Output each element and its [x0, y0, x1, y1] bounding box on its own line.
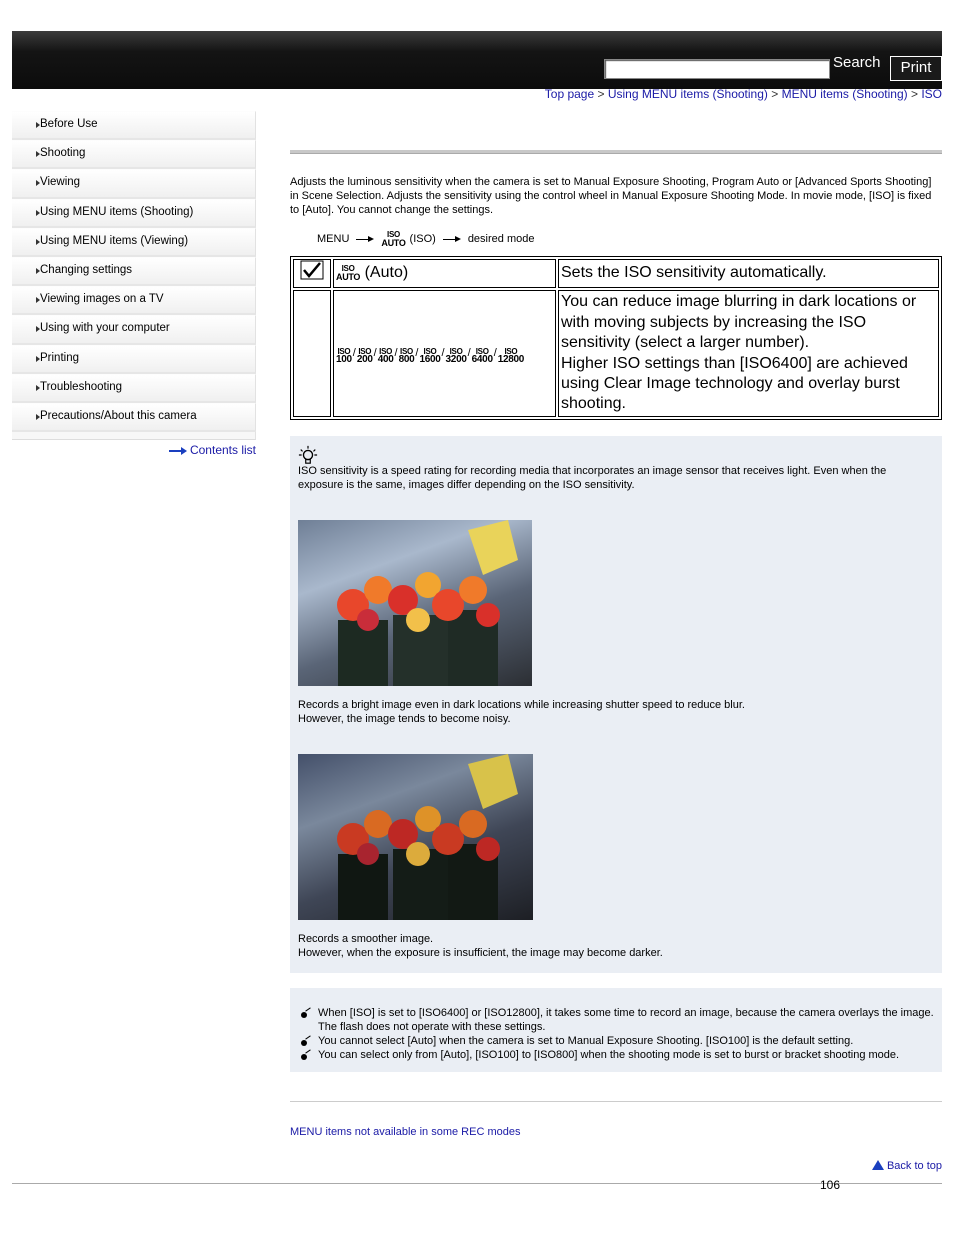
list-item: You cannot select [Auto] when the camera is set to Manual Exposure Shooting. [ISO100] is the default setting.: [298, 1034, 940, 1048]
breadcrumb-iso[interactable]: ISO: [921, 87, 942, 101]
top-header-bar: [12, 31, 942, 89]
hint-box: [290, 436, 942, 973]
list-item: When [ISO] is set to [ISO6400] or [ISO12800], it takes some time to record an image, because the camera overlays the image. The flash does not operate with these settings.: [298, 1006, 940, 1034]
option-auto-label: (Auto): [364, 264, 409, 282]
iso-12800-icon: ISO 12800: [497, 346, 525, 365]
breadcrumb-using-menu-shooting[interactable]: Using MENU items (Shooting): [607, 87, 768, 101]
iso-values-icons: ISO 100 / ISO 200 / ISO 400 / ISO 800 / ISO 1600 / ISO 3200 / ISO 6400 / ISO 12800: [336, 346, 525, 365]
sidebar-item-label: Precautions/About this camera: [40, 409, 197, 422]
breadcrumb-menu-items-shooting[interactable]: MENU items (Shooting): [781, 87, 908, 101]
sidebar-item-label: Shooting: [40, 147, 86, 160]
breadcrumb: [545, 87, 942, 101]
photo-caption-bright: [298, 698, 934, 726]
option-auto-cell: [333, 259, 556, 288]
sidebar-item-label: Viewing images on a TV: [40, 293, 164, 306]
sidebar-item-label: Troubleshooting: [40, 380, 123, 393]
sidebar-item-label: Viewing: [40, 176, 81, 189]
desc-line: Higher ISO settings than [ISO6400] are achieved using Clear Image technology and overlay burst shooting.: [561, 354, 908, 413]
menu-path-iso: (ISO): [409, 233, 436, 245]
iso-200-icon: ISO 200: [356, 346, 373, 365]
selected-check-cell: [293, 259, 331, 288]
sidebar-item-label: Using MENU items (Shooting): [40, 205, 194, 218]
option-auto-desc: Sets the ISO sensitivity automatically.: [558, 259, 939, 288]
sidebar-item-troubleshooting[interactable]: [12, 374, 256, 403]
list-item: You can select only from [Auto], [ISO100] to [ISO800] when the shooting mode is set to burst or bracket shooting mode.: [298, 1048, 940, 1062]
menu-path: [317, 228, 942, 250]
sidebar-item-printing[interactable]: [12, 345, 256, 374]
sidebar-item-using-menu-viewing[interactable]: [12, 228, 256, 257]
table-row: [293, 259, 939, 288]
iso-options-table: [290, 256, 942, 420]
sidebar-nav: [12, 111, 256, 457]
caption-line: Records a bright image even in dark locations while increasing shutter speed to reduce blur.: [298, 699, 745, 711]
sidebar-item-computer[interactable]: [12, 315, 256, 344]
iso-auto-icon: ISO AUTO: [336, 264, 361, 283]
flowers-image: [298, 520, 532, 686]
flowers-photo-smooth: [298, 754, 533, 920]
sidebar-item-label: Using with your computer: [40, 322, 170, 335]
caption-line: Records a smoother image.: [298, 933, 434, 945]
sidebar-item-label: Changing settings: [40, 263, 133, 276]
desc-line: You can reduce image blurring in dark locations or with moving subjects by increasing the ISO sensitivity (select a larger number).: [561, 293, 917, 352]
related-link-rec-modes[interactable]: MENU items not available in some REC modes: [290, 1126, 521, 1138]
lightbulb-hint-icon: [298, 444, 318, 466]
flowers-photo-bright: [298, 520, 532, 686]
back-to-top-link[interactable]: [872, 1160, 942, 1172]
sidebar-item-changing-settings[interactable]: [12, 257, 256, 286]
menu-path-end: desired mode: [467, 233, 535, 245]
option-iso-values-desc: [558, 290, 939, 417]
menu-path-menu: MENU: [317, 233, 350, 245]
page-number: 106: [820, 1178, 841, 1192]
search-button[interactable]: Search: [833, 54, 881, 71]
contents-list-link[interactable]: [169, 443, 256, 457]
sidebar-item-viewing-tv[interactable]: [12, 286, 256, 315]
triangle-up-icon: [872, 1160, 884, 1170]
caption-line: However, when the exposure is insufficient, the image may become darker.: [298, 947, 663, 959]
table-row: [293, 290, 939, 417]
iso-1600-icon: ISO 1600: [419, 346, 441, 365]
contents-list-label: Contents list: [189, 443, 256, 457]
footer-divider: [12, 1183, 942, 1184]
iso-800-icon: ISO 800: [398, 346, 415, 365]
option-iso-values-cell: [333, 290, 556, 417]
iso-400-icon: ISO 400: [377, 346, 394, 365]
section-divider: [290, 1101, 942, 1102]
iso-100-icon: ISO 100: [336, 346, 352, 365]
back-to-top-label: Back to top: [886, 1160, 942, 1172]
print-button[interactable]: Print: [890, 56, 942, 81]
breadcrumb-sep: >: [594, 87, 608, 101]
sidebar-item-label: Before Use: [40, 118, 98, 130]
checkmark-icon: [300, 260, 324, 280]
intro-text: Adjusts the luminous sensitivity when the camera is set to Manual Exposure Shooting, Program Auto or [Advanced Sports Shooting] in Scene Selection. Adjusts the sensitivity using the control wheel in Manual Exposure Shooting Mode. In movie mode, [ISO] is fixed to [Auto]. You cannot change the settings.: [290, 176, 932, 216]
breadcrumb-sep: >: [907, 87, 922, 101]
sidebar-item-shooting[interactable]: [12, 140, 256, 169]
iso-6400-icon: ISO 6400: [471, 346, 493, 365]
main-content: [290, 150, 942, 1138]
photo-caption-smooth: [298, 932, 934, 960]
sidebar-item-before-use[interactable]: [12, 111, 256, 140]
sidebar-item-viewing[interactable]: [12, 169, 256, 198]
breadcrumb-sep: >: [767, 87, 782, 101]
hint-text: ISO sensitivity is a speed rating for recording media that incorporates an image sensor that receives light. Even when the exposure is the same, images differ depending on the ISO sensitivity.: [298, 465, 887, 491]
arrow-right-icon: [356, 236, 374, 243]
iso-auto-icon: ISO AUTO: [381, 230, 406, 248]
arrow-right-icon: [169, 447, 187, 455]
caption-line: However, the image tends to become noisy.: [298, 713, 511, 725]
iso-3200-icon: ISO 3200: [445, 346, 467, 365]
sidebar-item-precautions[interactable]: [12, 403, 256, 432]
sidebar-item-using-menu-shooting[interactable]: [12, 199, 256, 228]
sidebar-end: [12, 432, 256, 440]
notes-box: [290, 988, 942, 1072]
sidebar-item-label: Printing: [40, 351, 79, 364]
breadcrumb-top-page[interactable]: Top page: [544, 87, 595, 101]
search-input[interactable]: [604, 59, 830, 79]
sidebar-item-label: Using MENU items (Viewing): [40, 234, 189, 247]
empty-check-cell: [293, 290, 331, 417]
arrow-right-icon: [443, 236, 461, 243]
flowers-image: [298, 754, 533, 920]
title-rule: [290, 150, 942, 154]
